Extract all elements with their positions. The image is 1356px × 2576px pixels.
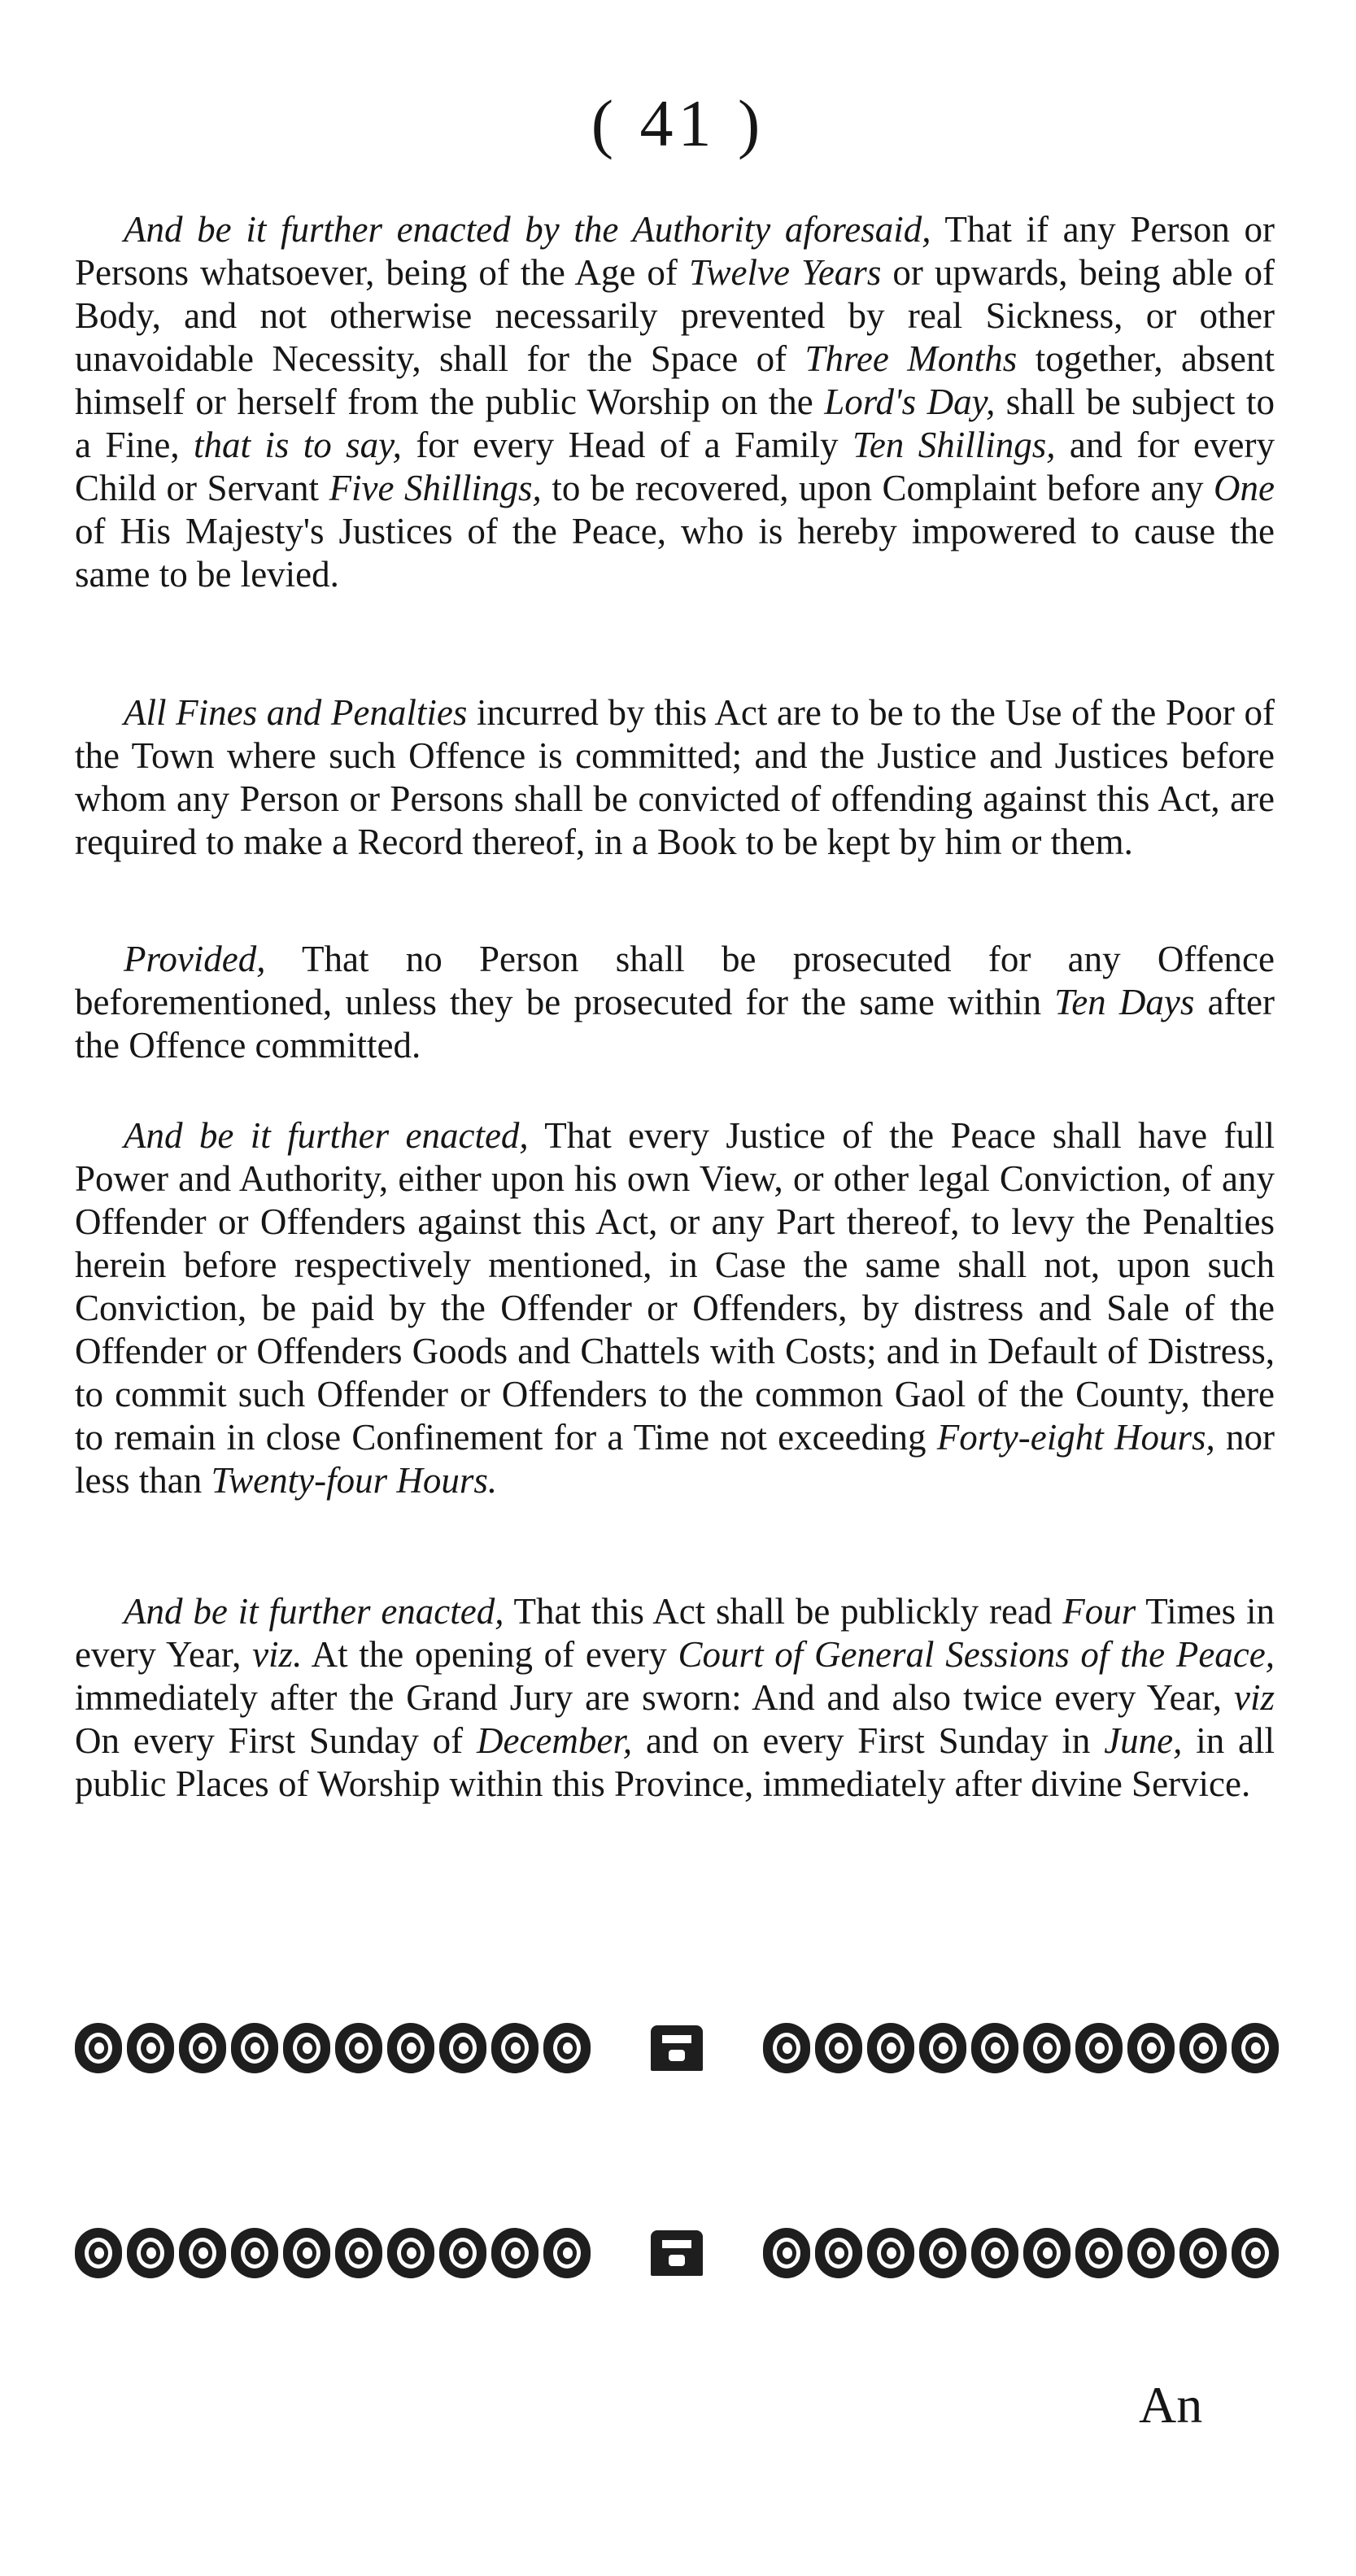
scroll-ornament-icon	[335, 2228, 382, 2278]
scroll-ornament-icon	[543, 2023, 591, 2073]
text-run: At the opening of every	[302, 1634, 678, 1675]
italic-phrase: All Fines and Penalties	[124, 692, 468, 733]
scroll-ornament-icon	[491, 2228, 538, 2278]
scroll-ornament-icon	[75, 2023, 122, 2073]
scroll-ornament-icon	[283, 2023, 330, 2073]
ornament-left-group	[75, 2228, 591, 2278]
text-run: That this Act shall be publickly read	[504, 1591, 1063, 1632]
scroll-ornament-icon	[179, 2228, 226, 2278]
paragraph-public-reading	[75, 1590, 1275, 1806]
italic-phrase: Twelve Years	[688, 252, 882, 293]
scroll-ornament-icon	[919, 2023, 966, 2073]
text-run: of His Majesty's Justices of the Peace, who is hereby impowered to cause the same to be levied.	[75, 511, 1275, 595]
italic-phrase: And be it further enacted by the Authority aforesaid,	[124, 209, 931, 250]
text-run: incurred by this Act are to be to the Use of the Poor of the Town where such Offence is committed; and the Justice and Justices before whom any Person or Persons shall be convicted of offending against this Act, are required to make a Record thereof, in a Book to be kept by him or them.	[75, 692, 1275, 862]
italic-phrase: Ten Shillings,	[852, 425, 1056, 465]
scroll-ornament-icon	[231, 2228, 278, 2278]
ornament-crown-icon	[651, 2025, 703, 2071]
scroll-ornament-icon	[1127, 2023, 1175, 2073]
text-run: together, absent himself or herself from the public Worship on the	[75, 338, 1275, 422]
scroll-ornament-icon	[283, 2228, 330, 2278]
text-run: That no Person shall be prosecuted for any Offence beforementioned, unless they be prosecuted for the same within	[75, 939, 1275, 1022]
paragraph-penalty-absence	[75, 208, 1275, 596]
text-run: for every Head of a Family	[401, 425, 852, 465]
scroll-ornament-icon	[1179, 2023, 1227, 2073]
italic-phrase: Five Shillings,	[329, 468, 542, 508]
italic-phrase: And be it further enacted,	[124, 1591, 504, 1632]
text-run: or upwards, being able of Body, and not otherwise necessarily prevented by real Sickness, or other unavoidable Necessity, shall for the Space of	[75, 252, 1275, 379]
italic-phrase: that is to say,	[194, 425, 402, 465]
italic-phrase: Court of General Sessions of the Peace,	[678, 1634, 1275, 1675]
scroll-ornament-icon	[763, 2023, 810, 2073]
scroll-ornament-icon	[1075, 2228, 1123, 2278]
scroll-ornament-icon	[1127, 2228, 1175, 2278]
scroll-ornament-icon	[815, 2023, 862, 2073]
scroll-ornament-icon	[491, 2023, 538, 2073]
text-run: and for every Child or Servant	[75, 425, 1275, 508]
scroll-ornament-icon	[1075, 2023, 1123, 2073]
italic-phrase: Ten Days	[1054, 982, 1195, 1022]
ornament-left-group	[75, 2023, 591, 2073]
scroll-ornament-icon	[439, 2228, 486, 2278]
italic-phrase: And be it further enacted,	[124, 1115, 529, 1156]
ornament-crown-icon	[651, 2230, 703, 2276]
scroll-ornament-icon	[127, 2023, 174, 2073]
text-run: That every Justice of the Peace shall have full Power and Authority, either upon his own View, or other legal Conviction, of any Offender or Offenders against this Act, or any Part thereof, to levy the Penalties herein before respectively mentioned, in Case the same shall not, upon such Conviction, be paid by the Offender or Offenders, by distress and Sale of the Offender or Offenders Goods and Chattels with Costs; and in Default of Distress, to commit such Offender or Offenders to the common Gaol of the County, there to remain in close Confinement for a Time not exceeding	[75, 1115, 1275, 1458]
paragraph-justice-power	[75, 1114, 1275, 1502]
paragraph-proviso-ten-days	[75, 938, 1275, 1067]
text-run: after the Offence committed.	[75, 982, 1275, 1066]
ornament-right-group	[763, 2023, 1279, 2073]
italic-phrase: Forty-eight Hours,	[936, 1417, 1215, 1458]
scroll-ornament-icon	[231, 2023, 278, 2073]
italic-phrase: viz	[1234, 1677, 1275, 1718]
scroll-ornament-icon	[815, 2228, 862, 2278]
scroll-ornament-icon	[387, 2023, 434, 2073]
italic-phrase: Lord's Day,	[824, 381, 996, 422]
scroll-ornament-icon	[1232, 2228, 1279, 2278]
page-number: ( 41 )	[591, 86, 765, 160]
ornament-right-group	[763, 2228, 1279, 2278]
italic-phrase: Twenty-four Hours.	[211, 1460, 498, 1501]
scroll-ornament-icon	[179, 2023, 226, 2073]
scroll-ornament-icon	[1023, 2023, 1070, 2073]
scroll-ornament-icon	[867, 2228, 914, 2278]
ornamental-divider-bottom	[75, 2221, 1279, 2286]
text-run: to be recovered, upon Complaint before any	[541, 468, 1214, 508]
scroll-ornament-icon	[1023, 2228, 1070, 2278]
text-run: On every First Sunday of	[75, 1720, 477, 1761]
scroll-ornament-icon	[75, 2228, 122, 2278]
scroll-ornament-icon	[971, 2228, 1018, 2278]
scroll-ornament-icon	[127, 2228, 174, 2278]
italic-phrase: December,	[476, 1720, 633, 1761]
text-run: Times in every Year,	[75, 1591, 1275, 1675]
italic-phrase: June,	[1104, 1720, 1183, 1761]
ornamental-divider-top	[75, 2016, 1279, 2081]
scroll-ornament-icon	[919, 2228, 966, 2278]
paragraph-fines-use	[75, 691, 1275, 864]
italic-phrase: Three Months	[804, 338, 1018, 379]
italic-phrase: One	[1214, 468, 1275, 508]
italic-phrase: Provided,	[124, 939, 266, 979]
text-run: in all public Places of Worship within this Province, immediately after divine Service.	[75, 1720, 1275, 1804]
scroll-ornament-icon	[1232, 2023, 1279, 2073]
text-run: immediately after the Grand Jury are sworn: And and also twice every Year,	[75, 1677, 1234, 1718]
scroll-ornament-icon	[763, 2228, 810, 2278]
scroll-ornament-icon	[387, 2228, 434, 2278]
italic-phrase: Four	[1062, 1591, 1136, 1632]
text-run: That if any Person or Persons whatsoever, being of the Age of	[75, 209, 1275, 293]
scroll-ornament-icon	[335, 2023, 382, 2073]
text-run: and on every First Sunday in	[632, 1720, 1105, 1761]
scroll-ornament-icon	[1179, 2228, 1227, 2278]
scroll-ornament-icon	[439, 2023, 486, 2073]
catchword: An	[1139, 2376, 1203, 2434]
text-run: shall be subject to a Fine,	[75, 381, 1275, 465]
scroll-ornament-icon	[543, 2228, 591, 2278]
text-run: nor less than	[75, 1417, 1275, 1501]
scroll-ornament-icon	[867, 2023, 914, 2073]
italic-phrase: viz.	[252, 1634, 303, 1675]
scroll-ornament-icon	[971, 2023, 1018, 2073]
